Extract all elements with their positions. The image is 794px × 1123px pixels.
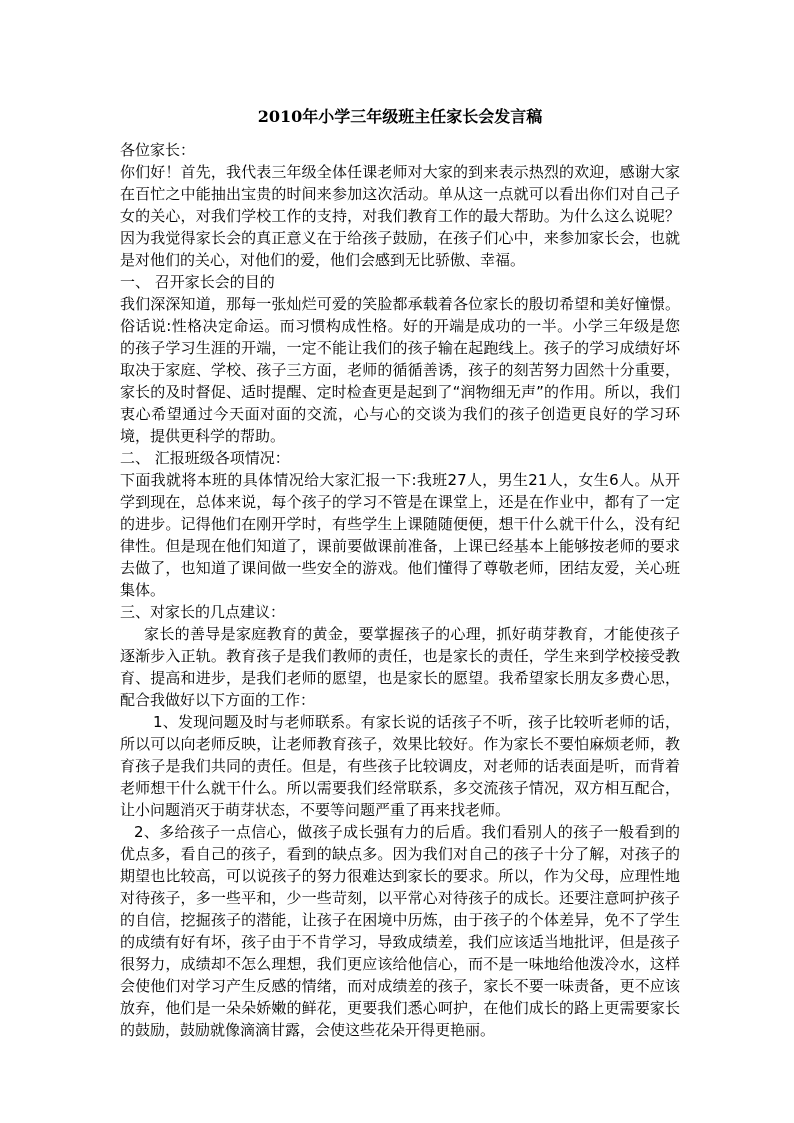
suggestion-1-paragraph: 1、发现问题及时与老师联系。有家长说的话孩子不听，孩子比较听老师的话，所以可以向老师反映，让老师教育孩子，效果比较好。作为家长不要怕麻烦老师，教育孩子是我们共同的责任。但是，有些孩子比较调皮，对老师的话表面是听，而背着老师想干什么就干什么。所以需要我们经常联系，多交流孩子情况，双方相互配合，让小问题消灭于萌芽状态，不要等问题严重了再来找老师。 [120,713,680,819]
section2-paragraph: 下面我就将本班的具体情况给大家汇报一下:我班27人，男生21人，女生6人。从开学到现在，总体来说，每个孩子的学习不管是在课堂上，还是在作业中，都有了一定的进步。记得他们在刚开学时，有些学生上课随随便便，想干什么就干什么，没有纪律性。但是现在他们知道了，课前要做课前准备，上课已经基本上能够按老师的要求去做了，也知道了课间做一些安全的游戏。他们懂得了尊敬老师，团结友爱，关心班集体。 [120,471,680,599]
section1-paragraph: 我们深深知道，那每一张灿烂可爱的笑脸都承载着各位家长的殷切希望和美好憧憬。俗话说:性格决定命运。而习惯构成性格。好的开端是成功的一半。小学三年级是您的孩子学习生涯的开端，一定不能让我们的孩子输在起跑线上。孩子的学习成绩好坏取决于家庭、学校、孩子三方面，老师的循循善诱，孩子的刻苦努力固然十分重要，家长的及时督促、适时提醒、定时检查更是起到了“润物细无声”的作用。所以，我们衷心希望通过今天面对面的交流，心与心的交谈为我们的孩子创造更良好的学习环境，提供更科学的帮助。 [120,295,680,445]
greeting: 各位家长： [120,141,196,159]
intro-paragraph: 你们好！首先，我代表三年级全体任课老师对大家的到来表示热烈的欢迎，感谢大家在百忙之中能抽出宝贵的时间来参加这次活动。单从这一点就可以看出你们对自己子女的关心，对我们学校工作的支持，对我们教育工作的最大帮助。为什么这么说呢？因为我觉得家长会的真正意义在于给孩子鼓励，在孩子们心中，来参加家长会，也就是对他们的关心，对他们的爱，他们会感到无比骄傲、幸福。 [120,163,680,269]
document-title: 2010年小学三年级班主任家长会发言稿 [257,107,543,126]
section3-heading: 三、对家长的几点建议： [120,603,286,621]
section1-heading: 一、 召开家长会的目的 [120,273,275,291]
section2-heading: 二、 汇报班级各项情况： [120,449,290,467]
suggestion-2-paragraph: 2、多给孩子一点信心，做孩子成长强有力的后盾。我们看别人的孩子一般看到的优点多，看自己的孩子，看到的缺点多。因为我们对自己的孩子十分了解，对孩子的期望也比较高，可以说孩子的努力很难达到家长的要求。所以，作为父母，应理性地对待孩子，多一些平和，少一些苛刻，以平常心对待孩子的成长。还要注意呵护孩子的自信，挖掘孩子的潜能，让孩子在困境中历炼，由于孩子的个体差异，免不了学生的成绩有好有坏，孩子由于不肯学习，导致成绩差，我们应该适当地批评，但是孩子很努力，成绩却不怎么理想，我们更应该给他信心，而不是一味地给他泼冷水，这样会使他们对学习产生反感的情绪，而对成绩差的孩子，家长不要一味责备，更不应该放弃，他们是一朵朵娇嫩的鲜花，更要我们悉心呵护，在他们成长的路上更需要家长的鼓励，鼓励就像滴滴甘露，会使这些花朵开得更艳丽。 [120,823,680,1039]
document-page [120,105,680,1041]
section3-intro-paragraph: 家长的善导是家庭教育的黄金，要掌握孩子的心理，抓好萌芽教育，才能使孩子逐渐步入正轨。教育孩子是我们教师的责任，也是家长的责任，学生来到学校接受教育、提高和进步，是我们老师的愿望，也是家长的愿望。我希望家长朋友多费心思，配合我做好以下方面的工作： [120,625,680,709]
